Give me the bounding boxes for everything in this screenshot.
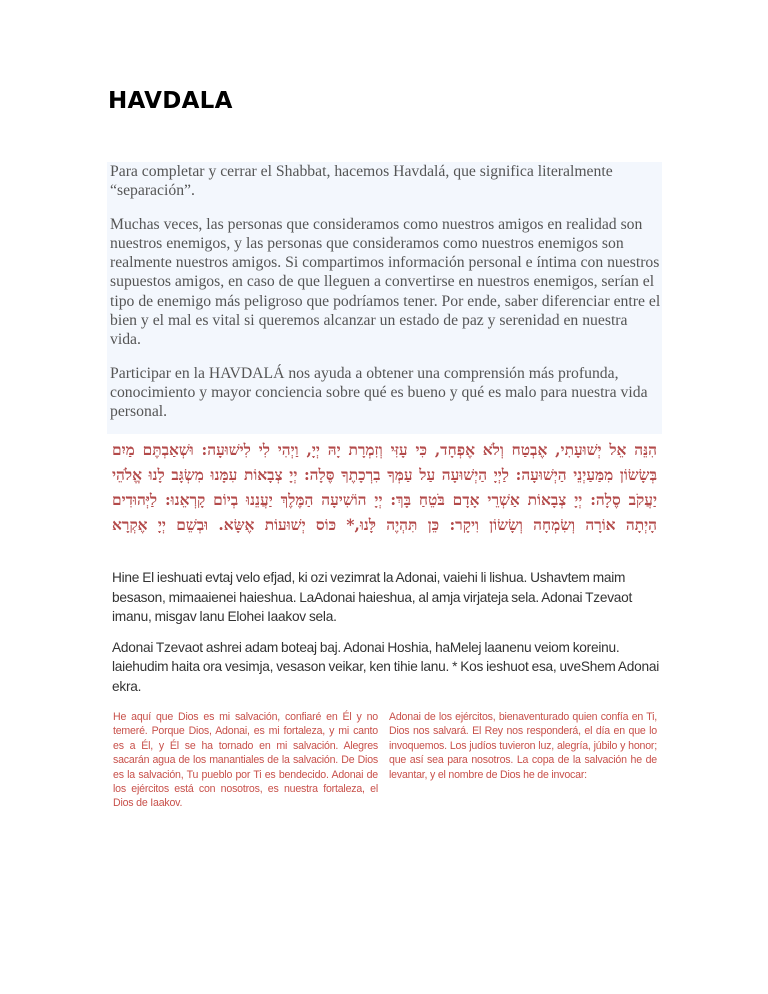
page-title: HAVDALA xyxy=(108,88,233,114)
intro-paragraph-3: Participar en la HAVDALÁ nos ayuda a obtener una comprensión más profunda, conocimiento y mayor conciencia sobre qué es bueno y qué es malo para nuestra vida personal. xyxy=(110,364,648,421)
intro-paragraph-2: Muchas veces, las personas que consideramos como nuestros amigos en realidad son nuestros enemigos, y las personas que consideramos como nuestros enemigos son realmente nuestros amigos. Si compartimos información personal e íntima con nuestros supuestos amigos, en caso de que lleguen a convertirse en nuestros enemigos, serían el tipo de enemigo más peligroso que podríamos tener. Por ende, saber diferenciar entre el bien y el mal es vital si queremos alcanzar un estado de paz y serenidad en nuestra vida. xyxy=(110,215,661,349)
transliteration-section xyxy=(112,568,662,707)
intro-section xyxy=(107,162,662,434)
transliteration-paragraph-2: Adonai Tzevaot ashrei adam boteaj baj. Adonai Hoshia, haMelej laanenu veiom koreinu. laiehudim haita ora vesimja, vesason veikar, ken tihie lanu. * Kos ieshuot esa, uveShem Adonai ekra. xyxy=(112,639,659,694)
translation-column-left: He aquí que Dios es mi salvación, confiaré en Él y no temeré. Porque Dios, Adonai, es mi fortaleza, y mi canto es a Él, y Él se ha tornado en mi salvación. Alegres sacarán agua de los manantiales de la salvación. De Dios es la salvación, Tu pueblo por Ti es bendecido. Adonai de los ejércitos está con nosotros, es nuestra fortaleza, el Dios de Iaakov. xyxy=(113,711,378,810)
hebrew-blessing-text: הִנֵּה אֵל יְשׁוּעָתִי, אֶבְטַח וְלֹא אֶפְחָד, כִּי עָזִּי וְזִמְרָת יָהּ יְיָ, וַיְהִי לִי לִישׁוּעָה: וּשְׁאַבְתֶּם מַיִם בְּשָׂשׂוֹן מִמַּעַיְנֵי הַיְשׁוּעָה: לַיְיָ הַיְשׁוּעָה עַל עַמְּךָ בִרְכָתֶךָ סֶּלָה: יְיָ צְבָאוֹת עִמָּנוּ מִשְׂגָּב לָנוּ אֱלֹהֵי יַעֲקֹב סֶלָה: יְיָ צְבָאוֹת אַשְׁרֵי אָדָם בֹּטֵחַ בָּךְ: יְיָ הוֹשִׁיעָה הַמֶּלֶךְ יַעֲנֵנוּ בְיוֹם קָרְאֵנוּ: לַיְּהוּדִים הָיְתָה אוֹרָה וְשִׂמְחָה וְשָׂשׂוֹן וִיקָר: כֵּן תִּהְיֶה לָּנוּ,* כּוֹס יְשׁוּעוֹת אֶשָּׂא. וּבְשֵׁם יְיָ אֶקְרָא xyxy=(112,441,657,534)
transliteration-paragraph-1: Hine El ieshuati evtaj velo efjad, ki ozi vezimrat la Adonai, vaiehi li lishua. Ushavtem maim besason, mimaaienei haieshua. LaAdonai haieshua, al amja virjateja sela. Adonai Tzevaot imanu, misgav lanu Elohei Iaakov sela. xyxy=(112,570,633,624)
translation-column-right: Adonai de los ejércitos, bienaventurado quien confía en Ti, Dios nos salvará. El Rey nos responderá, el día en que lo invoquemos. Los judíos tuvieron luz, alegría, júbilo y honor; que así sea para nosotros. La copa de la salvación he de levantar, y el nombre de Dios he de invocar: xyxy=(389,711,657,781)
intro-paragraph-1: Para completar y cerrar el Shabbat, hacemos Havdalá, que significa literalmente “separación”. xyxy=(110,163,613,200)
